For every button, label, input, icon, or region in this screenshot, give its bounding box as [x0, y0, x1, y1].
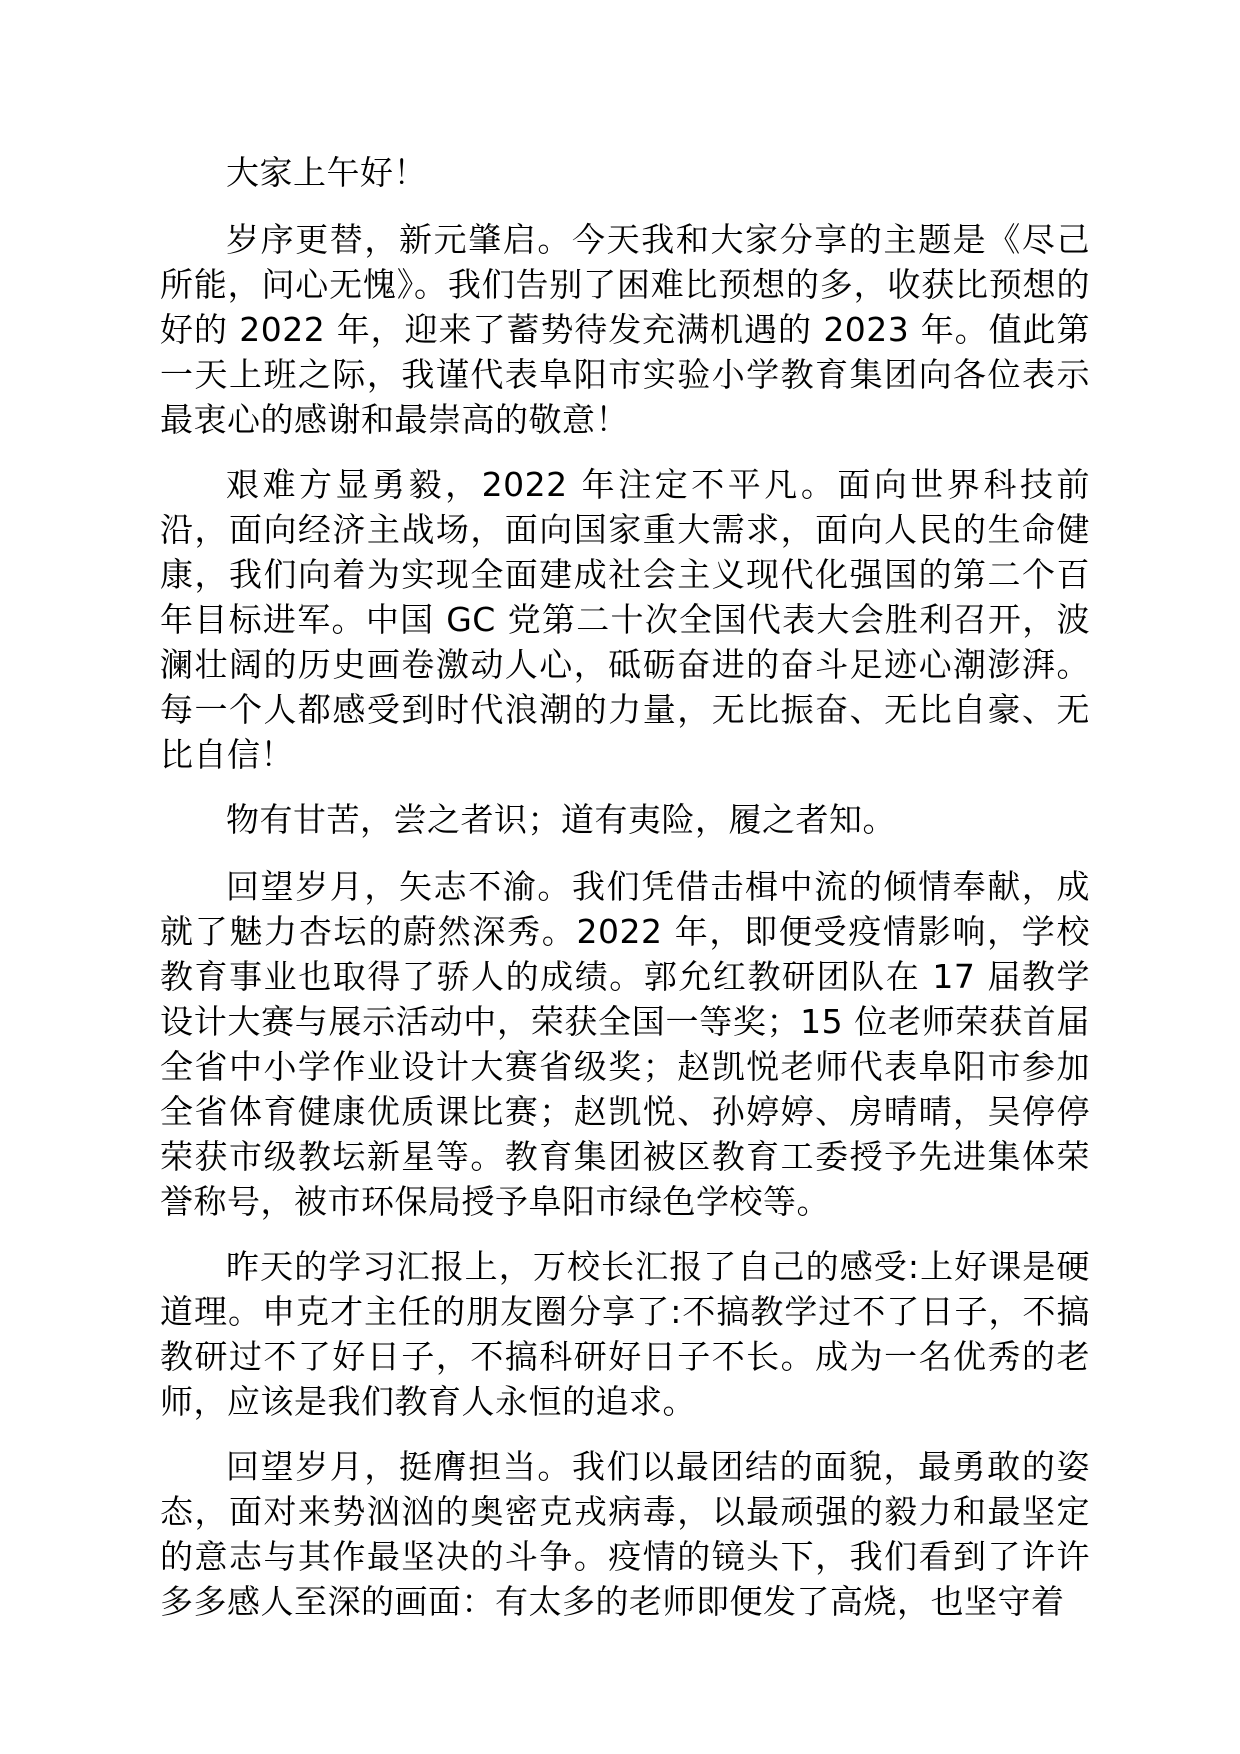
paragraph-pandemic: 回望岁月，挺膺担当。我们以最团结的面貌，最勇敢的姿态，面对来势汹汹的奥密克戎病毒，以最顽强的毅力和最坚定的意志与其作最坚决的斗争。疫情的镜头下，我们看到了许许多多感人至深的画面：有太多的老师即便发了高烧，也坚守着 [160, 1447, 1090, 1621]
paragraph-study-report: 昨天的学习汇报上，万校长汇报了自己的感受:上好课是硬道理。申克才主任的朋友圈分享了:不搞教学过不了日子，不搞教研过不了好日子，不搞科研好日子不长。成为一名优秀的老师，应该是我们教育人永恒的追求。 [160, 1247, 1090, 1421]
greeting-paragraph: 大家上午好！ [226, 153, 427, 192]
document-body [160, 150, 1090, 1644]
paragraph-quote: 物有甘苦，尝之者识；道有夷险，履之者知。 [226, 800, 896, 839]
paragraph-achievements: 回望岁月，矢志不渝。我们凭借击楫中流的倾情奉献，成就了魅力杏坛的蔚然深秀。2022 年，即便受疫情影响，学校教育事业也取得了骄人的成绩。郭允红教研团队在 17 届教学设计大赛与展示活动中，荣获全国一等奖；15 位老师荣获首届全省中小学作业设计大赛省级奖；赵凯悦老师代表阜阳市参加全省体育健康优质课比赛；赵凯悦、孙婷婷、房晴晴，吴停停荣获市级教坛新星等。教育集团被区教育工委授予先进集体荣誉称号，被市环保局授予阜阳市绿色学校等。 [160, 867, 1090, 1221]
paragraph-2022-review: 艰难方显勇毅，2022 年注定不平凡。面向世界科技前沿，面向经济主战场，面向国家重大需求，面向人民的生命健康，我们向着为实现全面建成社会主义现代化强国的第二个百年目标进军。中国 GC 党第二十次全国代表大会胜利召开，波澜壮阔的历史画卷激动人心，砥砺奋进的奋斗足迹心潮澎湃。每一个人都感受到时代浪潮的力量，无比振奋、无比自豪、无比自信！ [160, 465, 1090, 774]
paragraph-theme: 岁序更替，新元肇启。今天我和大家分享的主题是《尽己所能，问心无愧》。我们告别了困难比预想的多，收获比预想的好的 2022 年，迎来了蓄势待发充满机遇的 2023 年。值此第一天上班之际，我谨代表阜阳市实验小学教育集团向各位表示最衷心的感谢和最崇高的敬意！ [160, 220, 1090, 439]
